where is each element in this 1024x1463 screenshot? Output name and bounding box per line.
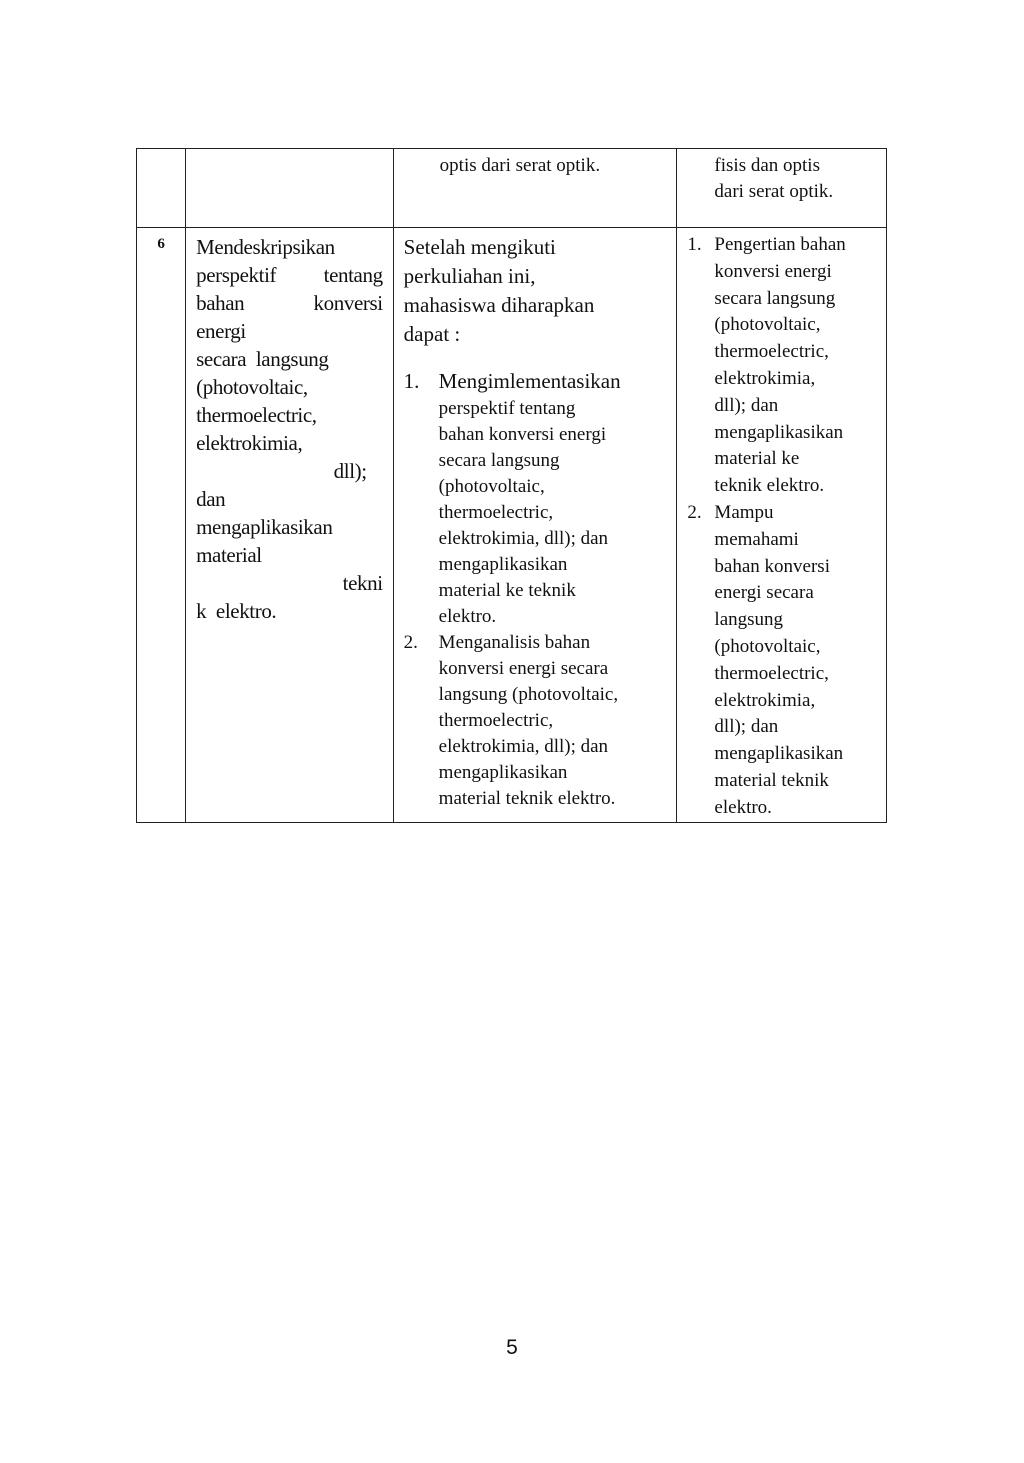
competency-text: Mendeskripsikan perspektif tentang bahan konversi energi secara langsung (photovoltaic, thermoelectric, elektrokimia, dll); dan mengaplikasikan material tekni k elektro. (196, 235, 383, 623)
table-row-continued (137, 149, 887, 228)
cell-indicator (393, 228, 677, 823)
continued-indicator-text: optis dari serat optik. (439, 155, 601, 176)
page-number: 5 (506, 1336, 518, 1359)
list-item: 1. Pengertian bahan konversi energi secara langsung (photovoltaic, thermoelectric, elektrokimia, dll); dan mengaplikasikan material ke teknik elektro. (687, 234, 846, 497)
cell-number-empty (137, 149, 186, 228)
cell-indicator-continued (393, 149, 677, 228)
material-list (677, 228, 886, 822)
cell-material-continued (677, 149, 887, 228)
cell-number (137, 228, 186, 823)
rps-table (136, 148, 887, 823)
list-item: 1. Mengimlementasikan perspektif tentang bahan konversi energi secara langsung (photovoltaic, thermoelectric, elektrokimia, dll); dan mengaplikasikan material ke teknik elektro. (403, 369, 621, 627)
cell-material (677, 228, 887, 823)
list-item: 2. Menganalisis bahan konversi energi secara langsung (photovoltaic, thermoelectric, elektrokimia, dll); dan mengaplikasikan material teknik elektro. (403, 632, 619, 809)
list-item: 2. Mampu memahami bahan konversi energi secara langsung (photovoltaic, thermoelectric, elektrokimia, dll); dan mengaplikasikan material teknik elektro. (687, 501, 844, 818)
indicator-intro: Setelah mengikuti perkuliahan ini, mahasiswa diharapkan dapat : (403, 235, 595, 346)
cell-competency-empty (186, 149, 394, 228)
material-text (677, 228, 886, 822)
indicator-list (404, 367, 667, 812)
continued-material-text: fisis dan optis dari serat optik. (714, 155, 834, 202)
cell-competency (186, 228, 394, 823)
row-number: 6 (157, 236, 165, 252)
table-row-6 (137, 228, 887, 823)
indicator-text (394, 228, 677, 812)
